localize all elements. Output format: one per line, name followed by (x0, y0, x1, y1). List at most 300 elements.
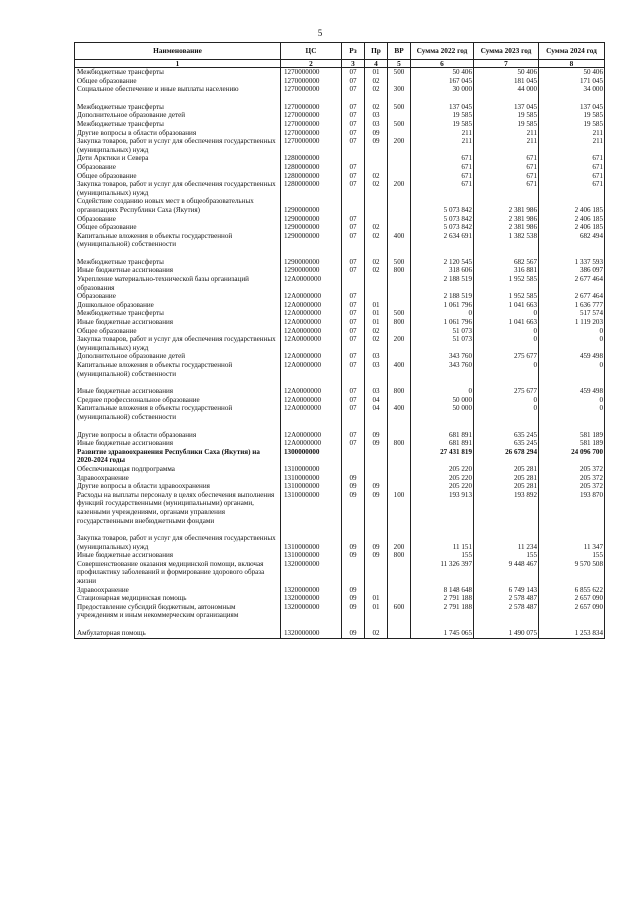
row-vr (388, 327, 411, 336)
table-row (75, 474, 605, 483)
row-name: Капитальные вложения в объекты государственной (муниципальной) собственности (75, 361, 281, 378)
row-amount-2022: 671 (411, 163, 474, 172)
row-amount-2023: 2 381 986 (474, 223, 539, 232)
row-cs: 1270000000 (281, 77, 342, 86)
row-amount-2024: 34 000 (539, 85, 605, 94)
header-pr: Пр (365, 43, 388, 60)
row-name (75, 378, 281, 387)
row-amount-2022: 0 (411, 387, 474, 396)
row-name: Межбюджетные трансферты (75, 120, 281, 129)
row-pr (365, 378, 388, 387)
row-rz: 09 (342, 482, 365, 491)
row-rz: 07 (342, 352, 365, 361)
row-pr: 01 (365, 301, 388, 310)
row-rz: 07 (342, 215, 365, 224)
row-amount-2023: 671 (474, 180, 539, 197)
row-rz: 07 (342, 232, 365, 249)
row-pr: 02 (365, 232, 388, 249)
row-amount-2023: 44 000 (474, 85, 539, 94)
row-rz: 07 (342, 111, 365, 120)
row-amount-2023: 193 892 (474, 491, 539, 525)
row-amount-2022: 2 791 188 (411, 603, 474, 620)
row-vr: 400 (388, 361, 411, 378)
table-row (75, 396, 605, 405)
row-name: Иные бюджетные ассигнования (75, 387, 281, 396)
table-row (75, 292, 605, 301)
row-amount-2023: 2 381 986 (474, 215, 539, 224)
header-2024: Сумма 2024 год (539, 43, 605, 60)
row-pr: 02 (365, 335, 388, 352)
row-vr (388, 422, 411, 431)
row-pr (365, 586, 388, 595)
row-vr (388, 620, 411, 629)
row-pr (365, 560, 388, 586)
table-row (75, 431, 605, 440)
row-amount-2023: 181 045 (474, 77, 539, 86)
row-amount-2024: 2 657 090 (539, 603, 605, 620)
row-name: Общее образование (75, 223, 281, 232)
table-row (75, 534, 605, 551)
row-rz: 07 (342, 137, 365, 154)
row-name: Обеспечивающая подпрограмма (75, 465, 281, 474)
row-amount-2022: 19 585 (411, 111, 474, 120)
row-amount-2024: 2 677 464 (539, 275, 605, 292)
row-amount-2024: 671 (539, 163, 605, 172)
row-pr (365, 249, 388, 258)
row-cs: 1310000000 (281, 491, 342, 525)
row-vr (388, 352, 411, 361)
row-rz: 07 (342, 172, 365, 181)
row-amount-2022: 205 220 (411, 465, 474, 474)
row-amount-2022: 2 188 519 (411, 275, 474, 292)
row-name: Общее образование (75, 77, 281, 86)
row-cs: 1270000000 (281, 68, 342, 77)
row-amount-2022 (411, 378, 474, 387)
row-name: Развитие здравоохранения Республики Саха (Якутия) на 2020-2024 годы (75, 448, 281, 465)
table-row (75, 594, 605, 603)
row-pr (365, 197, 388, 214)
row-amount-2023: 9 448 467 (474, 560, 539, 586)
row-rz: 09 (342, 594, 365, 603)
table-body (75, 68, 605, 639)
table-row (75, 232, 605, 249)
row-amount-2022: 155 (411, 551, 474, 560)
table-row (75, 361, 605, 378)
row-name (75, 94, 281, 103)
table-row (75, 465, 605, 474)
row-rz (342, 525, 365, 534)
table-row (75, 129, 605, 138)
row-vr (388, 275, 411, 292)
row-amount-2022: 51 073 (411, 327, 474, 336)
row-amount-2022: 671 (411, 154, 474, 163)
row-amount-2022: 205 220 (411, 482, 474, 491)
header-cs: ЦС (281, 43, 342, 60)
page-number: 5 (317, 28, 323, 38)
row-amount-2022: 211 (411, 129, 474, 138)
row-amount-2022 (411, 249, 474, 258)
table-row (75, 586, 605, 595)
table-row (75, 223, 605, 232)
row-vr: 500 (388, 309, 411, 318)
row-pr: 02 (365, 85, 388, 94)
row-pr: 03 (365, 361, 388, 378)
row-rz (342, 275, 365, 292)
row-cs: 12A0000000 (281, 404, 342, 421)
table-row (75, 137, 605, 154)
row-rz: 07 (342, 163, 365, 172)
row-cs: 12A0000000 (281, 439, 342, 448)
row-name: Межбюджетные трансферты (75, 309, 281, 318)
row-rz: 09 (342, 603, 365, 620)
row-name: Закупка товаров, работ и услуг для обеспечения государственных (муниципальных) нужд (75, 534, 281, 551)
row-pr: 09 (365, 491, 388, 525)
column-number-row (75, 60, 605, 68)
header-2022: Сумма 2022 год (411, 43, 474, 60)
row-name: Иные бюджетные ассигнования (75, 318, 281, 327)
row-amount-2024: 211 (539, 129, 605, 138)
row-vr (388, 129, 411, 138)
row-cs: 12A0000000 (281, 318, 342, 327)
row-rz: 09 (342, 534, 365, 551)
row-pr: 09 (365, 439, 388, 448)
row-amount-2024: 2 677 464 (539, 292, 605, 301)
row-amount-2024: 205 372 (539, 465, 605, 474)
col-num-8: 8 (539, 60, 605, 68)
row-amount-2024: 0 (539, 404, 605, 421)
table-row (75, 249, 605, 258)
row-rz: 07 (342, 266, 365, 275)
row-amount-2022: 681 891 (411, 431, 474, 440)
row-vr (388, 629, 411, 638)
row-amount-2023: 671 (474, 163, 539, 172)
table-row (75, 620, 605, 629)
table-row (75, 103, 605, 112)
col-num-4: 4 (365, 60, 388, 68)
row-pr (365, 422, 388, 431)
row-cs: 12A0000000 (281, 361, 342, 378)
row-amount-2023: 205 281 (474, 465, 539, 474)
row-cs: 1320000000 (281, 629, 342, 638)
row-pr: 02 (365, 629, 388, 638)
row-pr: 01 (365, 309, 388, 318)
row-name: Дополнительное образование детей (75, 111, 281, 120)
header-name: Наименование (75, 43, 281, 60)
row-cs: 1290000000 (281, 258, 342, 267)
col-num-1: 1 (75, 60, 281, 68)
row-amount-2024: 0 (539, 361, 605, 378)
row-cs: 12A0000000 (281, 396, 342, 405)
table-row (75, 629, 605, 638)
row-rz: 07 (342, 431, 365, 440)
row-amount-2023: 0 (474, 396, 539, 405)
row-rz: 07 (342, 396, 365, 405)
table-row (75, 422, 605, 431)
row-pr: 02 (365, 266, 388, 275)
table-row (75, 335, 605, 352)
row-pr: 03 (365, 387, 388, 396)
table-row (75, 120, 605, 129)
table-row (75, 275, 605, 292)
row-vr: 200 (388, 534, 411, 551)
table-row (75, 491, 605, 525)
row-rz (342, 94, 365, 103)
row-cs (281, 249, 342, 258)
row-pr: 09 (365, 482, 388, 491)
row-rz: 07 (342, 439, 365, 448)
row-vr: 800 (388, 266, 411, 275)
row-amount-2024 (539, 620, 605, 629)
row-amount-2024: 1 253 834 (539, 629, 605, 638)
row-amount-2023 (474, 422, 539, 431)
table-row (75, 309, 605, 318)
row-cs: 1270000000 (281, 137, 342, 154)
row-amount-2022: 50 406 (411, 68, 474, 77)
row-amount-2022: 137 045 (411, 103, 474, 112)
row-vr: 500 (388, 103, 411, 112)
header-vr: ВР (388, 43, 411, 60)
row-pr: 01 (365, 594, 388, 603)
row-name: Другие вопросы в области образования (75, 431, 281, 440)
row-rz: 09 (342, 586, 365, 595)
row-cs: 1270000000 (281, 129, 342, 138)
row-amount-2022: 193 913 (411, 491, 474, 525)
row-amount-2022: 1 745 065 (411, 629, 474, 638)
row-amount-2024: 171 045 (539, 77, 605, 86)
header-2023: Сумма 2023 год (474, 43, 539, 60)
row-amount-2024: 1 119 203 (539, 318, 605, 327)
row-amount-2023: 11 234 (474, 534, 539, 551)
row-amount-2024: 2 406 185 (539, 223, 605, 232)
row-amount-2023: 635 245 (474, 439, 539, 448)
table-row (75, 180, 605, 197)
row-name (75, 620, 281, 629)
row-amount-2024: 459 498 (539, 352, 605, 361)
row-vr (388, 396, 411, 405)
col-num-5: 5 (388, 60, 411, 68)
row-amount-2023: 682 567 (474, 258, 539, 267)
row-name: Содействие созданию новых мест в общеобразовательных организациях Республики Саха (Якутия) (75, 197, 281, 214)
row-amount-2023: 0 (474, 361, 539, 378)
col-num-2: 2 (281, 60, 342, 68)
row-amount-2022: 0 (411, 309, 474, 318)
row-vr: 800 (388, 551, 411, 560)
row-cs: 1320000000 (281, 586, 342, 595)
table-row (75, 215, 605, 224)
table-row (75, 560, 605, 586)
row-pr: 01 (365, 68, 388, 77)
row-pr (365, 620, 388, 629)
row-amount-2023 (474, 249, 539, 258)
row-amount-2024: 11 347 (539, 534, 605, 551)
row-amount-2023: 1 382 538 (474, 232, 539, 249)
row-name: Совершенствование оказания медицинской помощи, включая профилактику заболеваний и формирование здорового образа жизни (75, 560, 281, 586)
row-vr (388, 448, 411, 465)
table-row (75, 266, 605, 275)
row-amount-2022: 167 045 (411, 77, 474, 86)
row-name (75, 525, 281, 534)
row-vr (388, 163, 411, 172)
row-pr: 09 (365, 137, 388, 154)
row-name (75, 249, 281, 258)
row-rz (342, 378, 365, 387)
row-amount-2024: 155 (539, 551, 605, 560)
row-pr: 04 (365, 396, 388, 405)
row-cs: 1270000000 (281, 85, 342, 94)
row-cs: 1320000000 (281, 594, 342, 603)
row-amount-2023: 205 281 (474, 474, 539, 483)
row-cs: 12A0000000 (281, 327, 342, 336)
row-rz (342, 560, 365, 586)
row-rz (342, 154, 365, 163)
row-amount-2022: 51 073 (411, 335, 474, 352)
row-vr (388, 249, 411, 258)
row-pr: 09 (365, 551, 388, 560)
row-amount-2023: 0 (474, 335, 539, 352)
row-name: Общее образование (75, 172, 281, 181)
row-amount-2024: 386 097 (539, 266, 605, 275)
row-amount-2022: 5 073 842 (411, 215, 474, 224)
row-pr (365, 465, 388, 474)
row-rz: 07 (342, 223, 365, 232)
row-name: Иные бюджетные ассигнования (75, 266, 281, 275)
row-amount-2022: 1 061 796 (411, 318, 474, 327)
row-amount-2023 (474, 525, 539, 534)
row-amount-2024 (539, 249, 605, 258)
row-rz: 07 (342, 335, 365, 352)
row-amount-2023: 0 (474, 404, 539, 421)
row-rz: 07 (342, 77, 365, 86)
row-amount-2024: 0 (539, 327, 605, 336)
table-row (75, 387, 605, 396)
row-amount-2022: 318 606 (411, 266, 474, 275)
row-vr (388, 465, 411, 474)
row-cs: 12A0000000 (281, 352, 342, 361)
row-amount-2024: 137 045 (539, 103, 605, 112)
row-rz: 07 (342, 129, 365, 138)
row-cs: 1290000000 (281, 215, 342, 224)
row-vr: 400 (388, 404, 411, 421)
row-amount-2022: 2 791 188 (411, 594, 474, 603)
col-num-3: 3 (342, 60, 365, 68)
row-amount-2024: 193 870 (539, 491, 605, 525)
row-rz: 07 (342, 85, 365, 94)
row-name: Закупка товаров, работ и услуг для обеспечения государственных (муниципальных) нужд (75, 137, 281, 154)
row-amount-2022: 671 (411, 180, 474, 197)
row-amount-2022: 2 120 545 (411, 258, 474, 267)
row-vr (388, 223, 411, 232)
row-pr: 02 (365, 77, 388, 86)
row-name: Расходы на выплаты персоналу в целях обеспечения выполнения функций государственными (муниципальными) органами, казенными учреждениями, органами управления государственными внебюджетными фондами (75, 491, 281, 525)
row-name: Иные бюджетные ассигнования (75, 439, 281, 448)
row-amount-2023 (474, 94, 539, 103)
row-vr: 800 (388, 318, 411, 327)
table-row (75, 154, 605, 163)
row-vr: 500 (388, 68, 411, 77)
row-name: Другие вопросы в области здравоохранения (75, 482, 281, 491)
row-amount-2024: 19 585 (539, 111, 605, 120)
row-amount-2023: 2 578 487 (474, 594, 539, 603)
budget-table (74, 42, 605, 639)
row-cs: 12A0000000 (281, 387, 342, 396)
row-pr (365, 94, 388, 103)
row-name: Дополнительное образование детей (75, 352, 281, 361)
row-name: Дети Арктики и Севера (75, 154, 281, 163)
row-name: Здравоохранение (75, 586, 281, 595)
row-amount-2023: 50 406 (474, 68, 539, 77)
table-row (75, 551, 605, 560)
row-name: Укрепление материально-технической базы организаций образования (75, 275, 281, 292)
row-name: Образование (75, 292, 281, 301)
row-cs: 1300000000 (281, 448, 342, 465)
row-amount-2023: 19 585 (474, 111, 539, 120)
row-vr (388, 215, 411, 224)
row-name: Дошкольное образование (75, 301, 281, 310)
row-amount-2024 (539, 94, 605, 103)
table-row (75, 482, 605, 491)
row-vr (388, 431, 411, 440)
row-amount-2024: 211 (539, 137, 605, 154)
row-amount-2024: 671 (539, 154, 605, 163)
row-amount-2023: 137 045 (474, 103, 539, 112)
row-rz (342, 197, 365, 214)
row-name: Предоставление субсидий бюджетным, автономным учреждениям и иным некоммерческим организациям (75, 603, 281, 620)
row-amount-2024 (539, 525, 605, 534)
row-cs: 1310000000 (281, 465, 342, 474)
row-name: Среднее профессиональное образование (75, 396, 281, 405)
row-amount-2022: 671 (411, 172, 474, 181)
row-cs: 1310000000 (281, 534, 342, 551)
row-vr (388, 172, 411, 181)
row-amount-2024: 517 574 (539, 309, 605, 318)
row-vr: 500 (388, 120, 411, 129)
row-amount-2023: 316 881 (474, 266, 539, 275)
table-row (75, 258, 605, 267)
row-name: Иные бюджетные ассигнования (75, 551, 281, 560)
row-amount-2024: 671 (539, 180, 605, 197)
row-cs: 1270000000 (281, 103, 342, 112)
row-cs: 12A0000000 (281, 275, 342, 292)
row-rz: 07 (342, 120, 365, 129)
row-name: Капитальные вложения в объекты государственной (муниципальной) собственности (75, 232, 281, 249)
row-amount-2023: 2 578 487 (474, 603, 539, 620)
row-amount-2022: 8 148 648 (411, 586, 474, 595)
row-rz: 09 (342, 491, 365, 525)
row-vr (388, 197, 411, 214)
row-rz (342, 448, 365, 465)
row-amount-2024: 50 406 (539, 68, 605, 77)
row-rz: 07 (342, 361, 365, 378)
row-rz (342, 422, 365, 431)
row-pr (365, 163, 388, 172)
row-vr: 400 (388, 232, 411, 249)
table-row (75, 301, 605, 310)
row-pr (365, 154, 388, 163)
row-amount-2023: 275 677 (474, 352, 539, 361)
table-row (75, 378, 605, 387)
row-amount-2023: 26 678 294 (474, 448, 539, 465)
row-name: Образование (75, 215, 281, 224)
row-amount-2022: 343 760 (411, 361, 474, 378)
row-pr: 09 (365, 534, 388, 551)
row-vr: 100 (388, 491, 411, 525)
row-vr: 800 (388, 439, 411, 448)
row-vr: 600 (388, 603, 411, 620)
row-rz: 07 (342, 292, 365, 301)
row-amount-2024: 9 570 508 (539, 560, 605, 586)
row-rz: 07 (342, 103, 365, 112)
row-cs: 12A0000000 (281, 335, 342, 352)
